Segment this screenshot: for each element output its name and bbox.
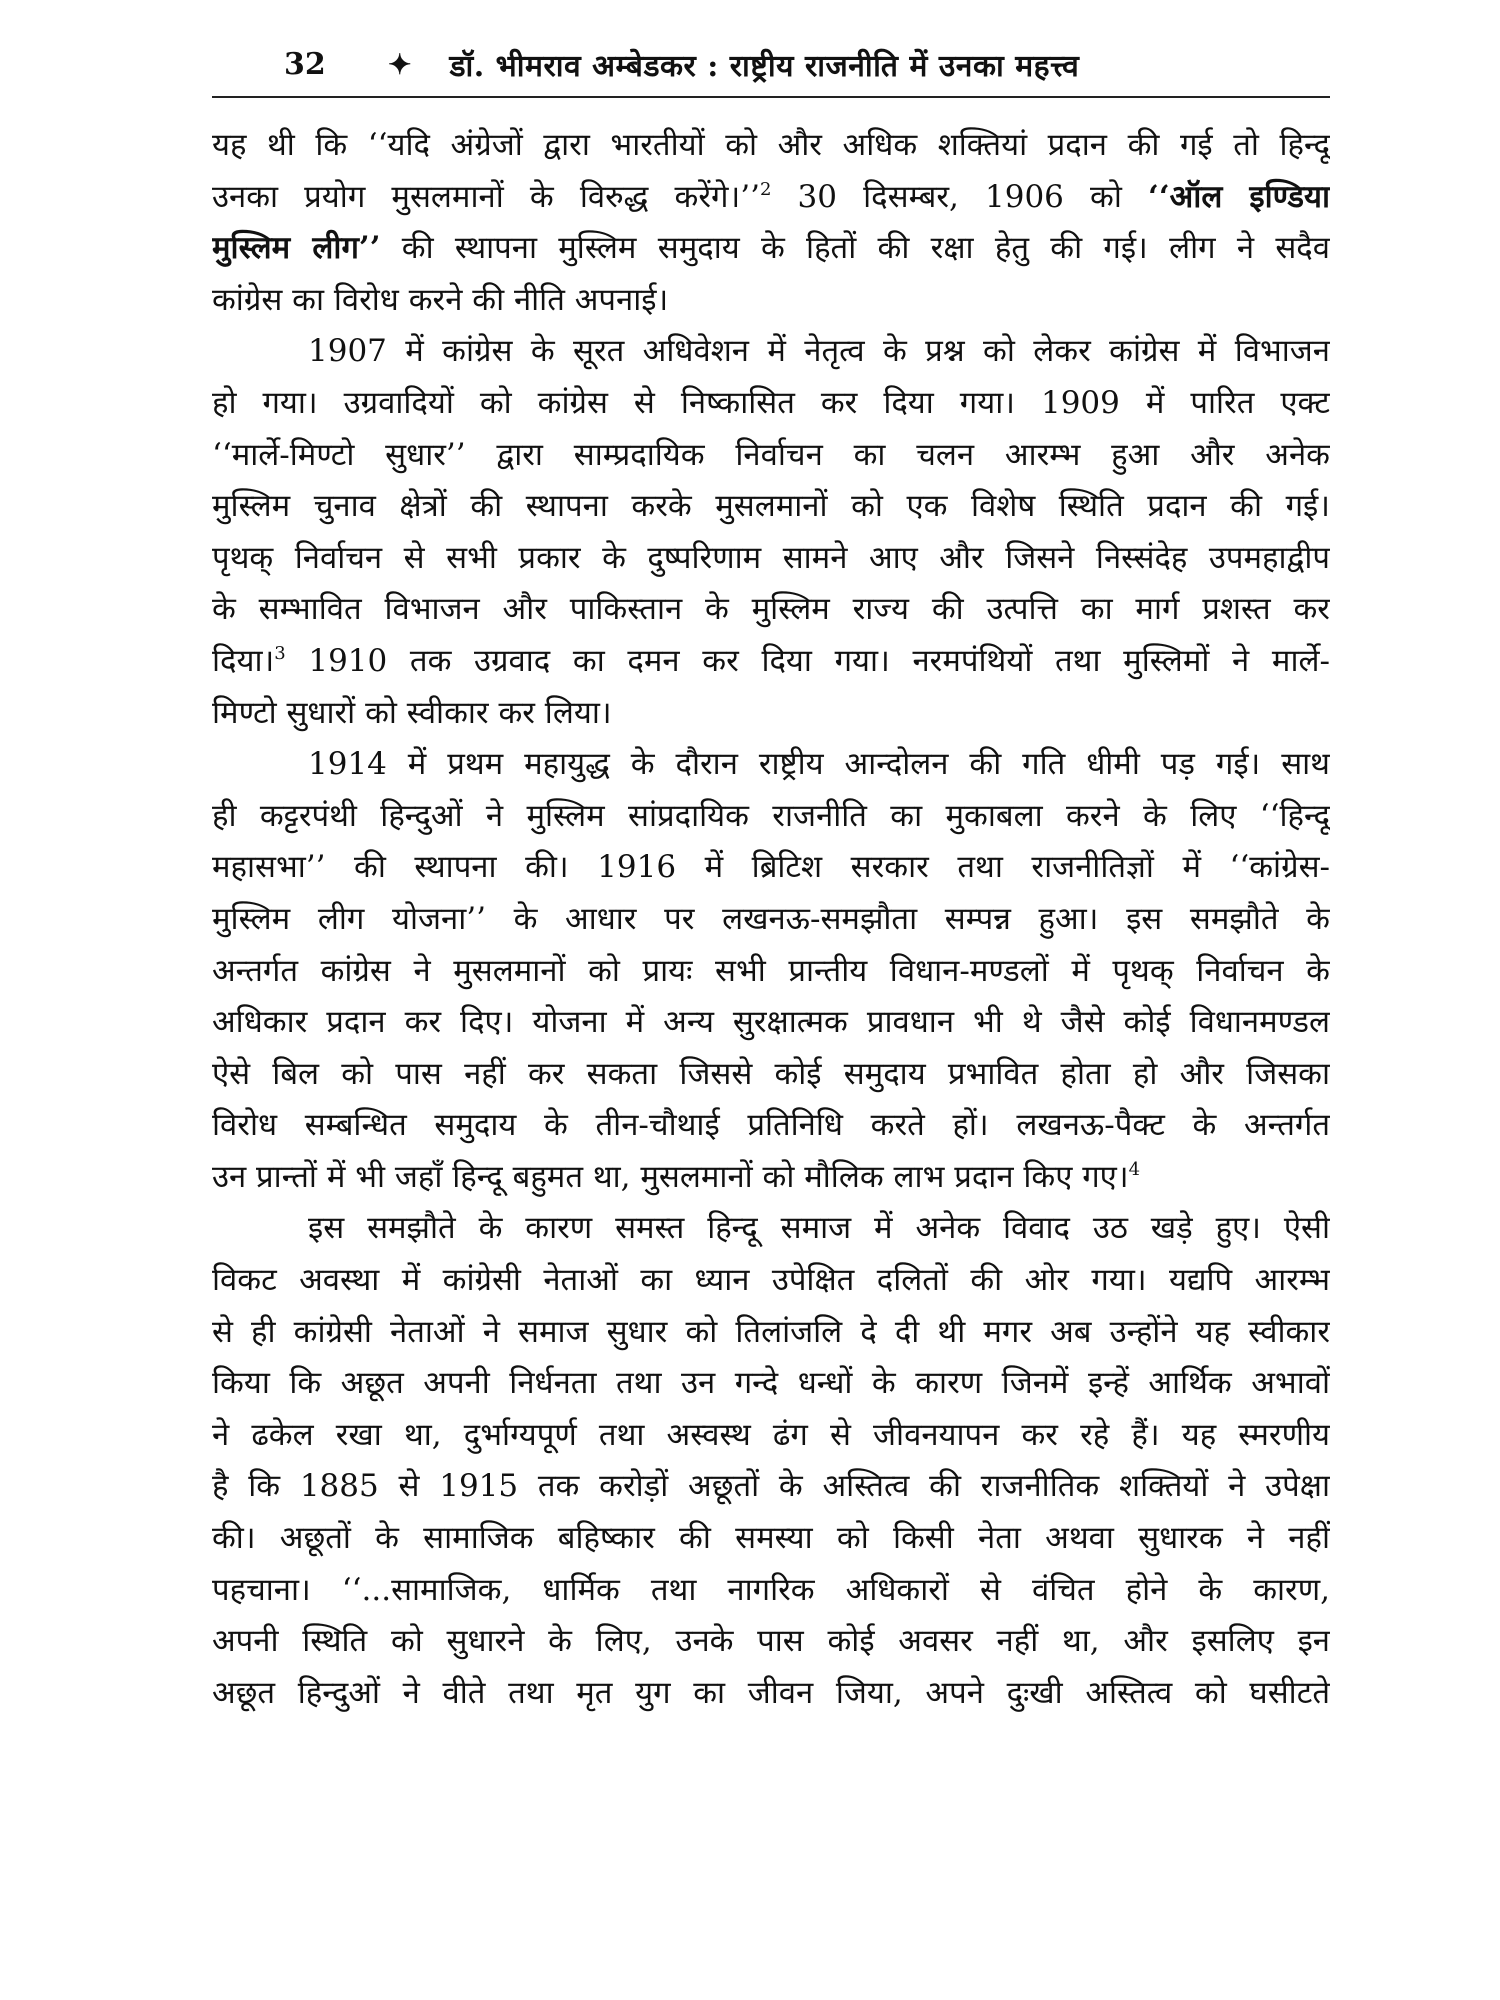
text-line (212, 1307, 1330, 1359)
text-line (212, 1668, 1330, 1720)
text-line (212, 1203, 1330, 1255)
text-line (212, 997, 1330, 1049)
text-line (212, 1410, 1330, 1462)
line-text: इस समझौते के कारण समस्त हिन्दू समाज में अनेक विवाद उठ खड़े हुए। ऐसी (308, 1210, 1330, 1247)
running-header (212, 40, 1330, 88)
line-text: ऐसे बिल को पास नहीं कर सकता जिससे कोई समुदाय प्रभावित होता हो और जिसका (212, 1055, 1330, 1092)
line-text: उनका प्रयोग मुसलमानों के विरुद्ध करेंगे।’’ (212, 178, 760, 215)
line-text: किया कि अछूत अपनी निर्धनता तथा उन गन्दे धन्धों के कारण जिनमें इन्हें आर्थिक अभावों (212, 1365, 1330, 1402)
ornament-icon: ✦ (388, 47, 412, 81)
text-line (212, 326, 1330, 378)
line-text: की स्थापना मुस्लिम समुदाय के हितों की रक्षा हेतु की गई। लीग ने सदैव (380, 230, 1330, 267)
text-line (212, 1152, 1330, 1204)
text-line (212, 791, 1330, 843)
text-line (212, 946, 1330, 998)
text-line (212, 223, 1330, 275)
header-rule (212, 96, 1330, 98)
line-text: के सम्भावित विभाजन और पाकिस्तान के मुस्लिम राज्य की उत्पत्ति का मार्ग प्रशस्त कर (212, 591, 1330, 628)
footnote-ref: 4 (1128, 1158, 1141, 1180)
line-text: अपनी स्थिति को सुधारने के लिए, उनके पास कोई अवसर नहीं था, और इसलिए इन (212, 1623, 1330, 1660)
line-text: अन्तर्गत कांग्रेस ने मुसलमानों को प्रायः सभी प्रान्तीय विधान-मण्डलों में पृथक् निर्वाचन के (212, 952, 1330, 989)
text-line (212, 481, 1330, 533)
line-text: ‘‘मार्ले-मिण्टो सुधार’’ द्वारा साम्प्रदायिक निर्वाचन का चलन आरम्भ हुआ और अनेक (212, 436, 1330, 473)
line-text: 30 दिसम्बर, 1906 को (771, 178, 1149, 215)
page-number: 32 (284, 46, 326, 82)
text-line (212, 842, 1330, 894)
line-text: 1914 में प्रथम महायुद्ध के दौरान राष्ट्रीय आन्दोलन की गति धीमी पड़ गई। साथ (308, 746, 1330, 783)
line-text: मुस्लिम लीग योजना’’ के आधार पर लखनऊ-समझौता सम्पन्न हुआ। इस समझौते के (212, 900, 1330, 937)
line-text: यह थी कि ‘‘यदि अंग्रेजों द्वारा भारतीयों को और अधिक शक्तियां प्रदान की गई तो हिन्दू (212, 127, 1330, 163)
text-line (212, 1255, 1330, 1307)
text-line (212, 1565, 1330, 1617)
text-line (212, 1461, 1330, 1513)
line-text: 1907 में कांग्रेस के सूरत अधिवेशन में नेतृत्व के प्रश्न को लेकर कांग्रेस में विभाजन (308, 333, 1330, 370)
text-line (212, 584, 1330, 636)
line-text: हो गया। उग्रवादियों को कांग्रेस से निष्कासित कर दिया गया। 1909 में पारित एक्ट (212, 384, 1330, 421)
running-title: डॉ. भीमराव अम्बेडकर : राष्ट्रीय राजनीति में उनका महत्त्व (449, 48, 1080, 84)
text-line (212, 1616, 1330, 1668)
text-line (212, 1100, 1330, 1152)
text-line (212, 120, 1330, 172)
line-text: 1910 तक उग्रवाद का दमन कर दिया गया। नरमपंथियों तथा मुस्लिमों ने मार्ले- (285, 642, 1330, 679)
text-line (212, 378, 1330, 430)
text-line (212, 636, 1330, 688)
line-text: पृथक् निर्वाचन से सभी प्रकार के दुष्परिणाम सामने आए और जिसने निस्संदेह उपमहाद्वीप (212, 539, 1330, 576)
text-line (212, 172, 1330, 224)
bold-term: मुस्लिम लीग’’ (212, 230, 381, 267)
footnote-ref: 2 (759, 178, 772, 200)
text-line (212, 1049, 1330, 1101)
line-text: दिया। (212, 642, 275, 679)
line-text: उन प्रान्तों में भी जहाँ हिन्दू बहुमत था, मुसलमानों को मौलिक लाभ प्रदान किए गए। (212, 1158, 1129, 1195)
text-line (212, 739, 1330, 791)
body-text (212, 120, 1330, 1719)
footnote-ref: 3 (274, 642, 286, 664)
line-text: की। अछूतों के सामाजिक बहिष्कार की समस्या को किसी नेता अथवा सुधारक ने नहीं (212, 1520, 1330, 1557)
text-line (212, 1513, 1330, 1565)
line-text: कांग्रेस का विरोध करने की नीति अपनाई। (212, 281, 669, 318)
text-line (212, 1358, 1330, 1410)
text-line (212, 275, 1330, 327)
text-line (212, 533, 1330, 585)
line-text: महासभा’’ की स्थापना की। 1916 में ब्रिटिश सरकार तथा राजनीतिज्ञों में ‘‘कांग्रेस- (212, 849, 1330, 886)
text-line (212, 688, 1330, 740)
line-text: है कि 1885 से 1915 तक करोड़ों अछूतों के अस्तित्व की राजनीतिक शक्तियों ने उपेक्षा (212, 1468, 1330, 1505)
line-text: अधिकार प्रदान कर दिए। योजना में अन्य सुरक्षात्मक प्रावधान भी थे जैसे कोई विधानमण्डल (212, 1004, 1330, 1041)
line-text: मुस्लिम चुनाव क्षेत्रों की स्थापना करके मुसलमानों को एक विशेष स्थिति प्रदान की गई। (212, 488, 1330, 525)
line-text: मिण्टो सुधारों को स्वीकार कर लिया। (212, 694, 612, 731)
line-text: ने ढकेल रखा था, दुर्भाग्यपूर्ण तथा अस्वस्थ ढंग से जीवनयापन कर रहे हैं। यह स्मरणीय (212, 1416, 1330, 1453)
line-text: से ही कांग्रेसी नेताओं ने समाज सुधार को तिलांजलि दे दी थी मगर अब उन्होंने यह स्वीकार (212, 1313, 1330, 1350)
line-text: विरोध सम्बन्धित समुदाय के तीन-चौथाई प्रतिनिधि करते हों। लखनऊ-पैक्ट के अन्तर्गत (212, 1107, 1330, 1144)
line-text: विकट अवस्था में कांग्रेसी नेताओं का ध्यान उपेक्षित दलितों की ओर गया। यद्यपि आरम्भ (212, 1262, 1330, 1299)
line-text: अछूत हिन्दुओं ने वीते तथा मृत युग का जीवन जिया, अपने दुःखी अस्तित्व को घसीटते (212, 1674, 1330, 1711)
line-text: ही कट्टरपंथी हिन्दुओं ने मुस्लिम सांप्रदायिक राजनीति का मुकाबला करने के लिए ‘‘हिन्दू (212, 797, 1330, 834)
bold-term: ‘‘ऑल इण्डिया (1148, 178, 1330, 215)
text-line (212, 430, 1330, 482)
line-text: पहचाना। ‘‘...सामाजिक, धार्मिक तथा नागरिक अधिकारों से वंचित होने के कारण, (212, 1571, 1330, 1608)
text-line (212, 894, 1330, 946)
